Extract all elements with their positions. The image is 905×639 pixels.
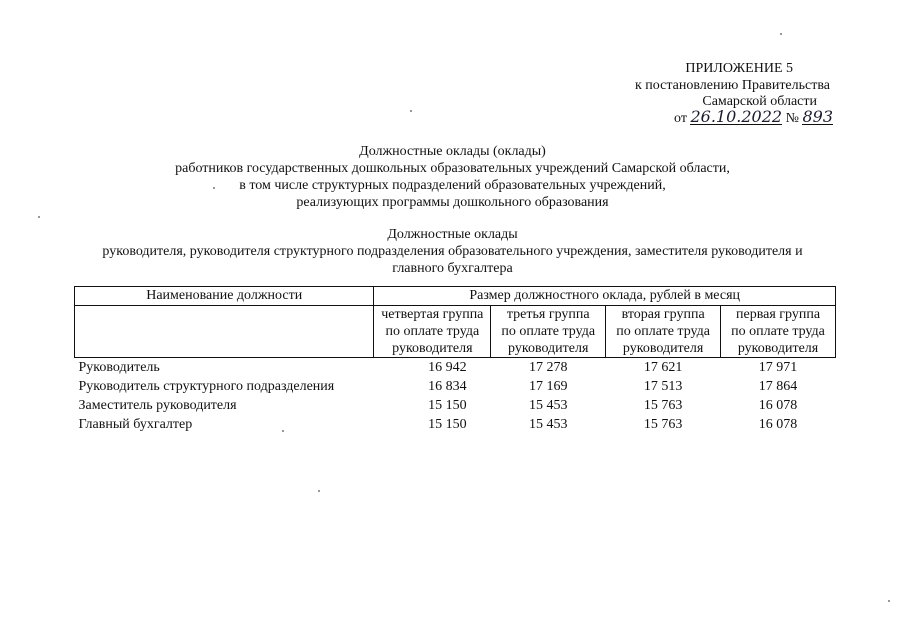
position-name: Руководитель структурного подразделения bbox=[78, 379, 335, 394]
position-name: Руководитель bbox=[78, 360, 160, 375]
salary-group-1: 17 971 bbox=[758, 360, 798, 375]
position-name: Главный бухгалтер bbox=[78, 417, 193, 432]
handwritten-number: 893 bbox=[802, 107, 833, 126]
salary-group-4: 16 834 bbox=[428, 379, 467, 394]
group-1-line-3: руководителя bbox=[737, 341, 819, 356]
date-prefix: от bbox=[674, 111, 687, 126]
group-4-line-1: четвертая группа bbox=[381, 307, 484, 322]
scan-speck bbox=[318, 490, 320, 492]
group-4-line-3: руководителя bbox=[392, 341, 473, 356]
salary-group-2: 15 763 bbox=[643, 417, 683, 432]
salary-group-4: 16 942 bbox=[428, 360, 467, 375]
salary-group-1: 16 078 bbox=[758, 398, 798, 413]
number-prefix: № bbox=[785, 111, 799, 126]
header-salary-size: Размер должностного оклада, рублей в месяц bbox=[374, 287, 836, 306]
table-row bbox=[75, 396, 836, 415]
header-position-name: Наименование должности bbox=[75, 287, 374, 306]
group-4-line-2: по оплате труда bbox=[385, 324, 480, 339]
handwritten-date: 26.10.2022 bbox=[690, 107, 783, 126]
salary-group-3: 17 169 bbox=[528, 379, 568, 394]
salary-table bbox=[74, 286, 836, 434]
scan-speck bbox=[888, 600, 890, 602]
table-row bbox=[75, 377, 836, 396]
salary-group-3: 15 453 bbox=[528, 417, 568, 432]
appendix-region: Самарской области bbox=[702, 94, 817, 109]
header-group-2 bbox=[606, 306, 721, 358]
group-3-line-1: третья группа bbox=[506, 307, 590, 322]
salary-group-1: 16 078 bbox=[758, 417, 798, 432]
section-title-line-1: Должностные оклады bbox=[387, 227, 518, 242]
scan-speck bbox=[282, 430, 284, 432]
salary-group-2: 15 763 bbox=[643, 398, 683, 413]
appendix-decree-ref: к постановлению Правительства bbox=[634, 78, 830, 93]
scan-speck bbox=[38, 216, 40, 218]
group-1-line-1: первая группа bbox=[736, 307, 821, 322]
position-name: Заместитель руководителя bbox=[78, 398, 237, 413]
salary-group-3: 15 453 bbox=[528, 398, 568, 413]
appendix-date-line bbox=[674, 109, 833, 127]
salary-group-1: 17 864 bbox=[758, 379, 798, 394]
table-row bbox=[75, 358, 836, 378]
group-3-line-3: руководителя bbox=[508, 341, 589, 356]
salary-group-2: 17 621 bbox=[643, 360, 683, 375]
group-2-line-1: вторая группа bbox=[621, 307, 705, 322]
section-title-line-2: руководителя, руководителя структурного подразделения образовательного учреждения, заместителя руководителя и bbox=[102, 244, 803, 259]
group-3-line-2: по оплате труда bbox=[501, 324, 596, 339]
salary-group-4: 15 150 bbox=[428, 398, 467, 413]
header-group-1 bbox=[721, 306, 836, 358]
header-group-4 bbox=[374, 306, 491, 358]
group-2-line-2: по оплате труда bbox=[616, 324, 710, 339]
header-group-3 bbox=[491, 306, 606, 358]
salary-group-3: 17 278 bbox=[528, 360, 568, 375]
appendix-title: ПРИЛОЖЕНИЕ 5 bbox=[685, 61, 793, 76]
document-title-line-3: в том числе структурных подразделений образовательных учреждений, bbox=[239, 178, 666, 193]
salary-group-4: 15 150 bbox=[428, 417, 467, 432]
header-name-spacer bbox=[75, 306, 374, 358]
table-row bbox=[75, 415, 836, 434]
group-2-line-3: руководителя bbox=[622, 341, 704, 356]
group-1-line-2: по оплате труда bbox=[731, 324, 825, 339]
document-title-line-1: Должностные оклады (оклады) bbox=[359, 144, 546, 159]
salary-group-2: 17 513 bbox=[643, 379, 683, 394]
section-title-line-3: главного бухгалтера bbox=[392, 261, 513, 276]
document-title-line-4: реализующих программы дошкольного образования bbox=[296, 195, 609, 210]
document-title-line-2: работников государственных дошкольных образовательных учреждений Самарской области, bbox=[175, 161, 730, 176]
scan-speck bbox=[780, 33, 782, 35]
scan-speck bbox=[410, 110, 412, 112]
scan-speck bbox=[213, 187, 215, 189]
